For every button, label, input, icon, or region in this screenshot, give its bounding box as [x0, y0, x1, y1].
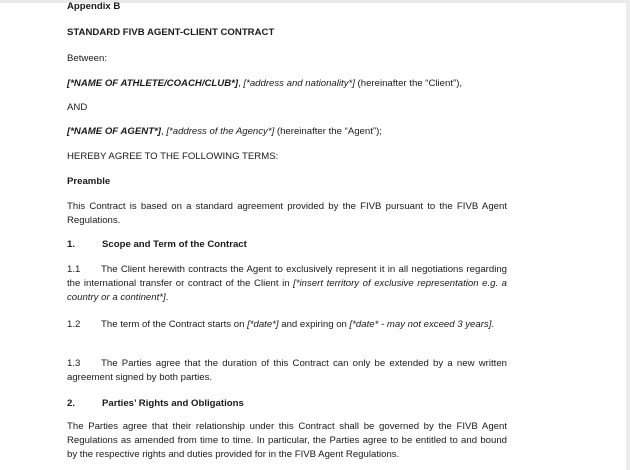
clause-1-2-text-a: The term of the Contract starts on [101, 319, 248, 330]
between-label: Between: [67, 53, 108, 64]
clause-1-2-text-b: and expiring on [278, 319, 350, 330]
hereby-agree-text: HEREBY AGREE TO THE FOLLOWING TERMS: [67, 151, 279, 162]
clause-1-3-number: 1.3 [67, 358, 81, 369]
and-label: AND [67, 102, 88, 113]
agent-hereinafter: (hereinafter the “Agent”); [274, 126, 382, 137]
clause-1-1-text: The Client herewith contracts the Agent to exclusively represent it in all negotiations regarding the international transfer or contract of the Client in [67, 264, 507, 289]
clause-1-2-end: . [491, 319, 495, 330]
preamble-paragraph: This Contract is based on a standard agreement provided by the FIVB pursuant to the FIVB Agent Regulations. [67, 201, 507, 226]
clause-1-2-end-date-placeholder: [*date* - may not exceed 3 years] [349, 319, 492, 330]
section-2-paragraph: The Parties agree that their relationship under this Contract shall be governed by the FIVB Agent Regulations as amended from time to time. In particular, the Parties agree to be entitled to and bound by the respective rights and duties provided for in the FIVB Agent Regulations. [67, 421, 507, 460]
clause-1-1-end: . [165, 292, 169, 303]
agent-address-placeholder: [*address of the Agency*] [166, 126, 275, 137]
agent-party-line [67, 125, 382, 139]
client-party-line [67, 77, 462, 91]
section-2-number: 2. [67, 398, 76, 409]
client-address-placeholder: [*address and nationality*] [243, 78, 355, 89]
appendix-label: Appendix B [67, 1, 121, 12]
preamble-heading: Preamble [67, 176, 111, 187]
clause-1-3-text: The Parties agree that the duration of this Contract can only be extended by a new written agreement signed by both parties. [67, 358, 507, 383]
agent-separator: , [160, 126, 167, 137]
clause-1-2-number: 1.2 [67, 319, 81, 330]
section-1-title: Scope and Term of the Contract [102, 239, 247, 250]
page-edge-right [626, 0, 630, 470]
section-2-heading [67, 397, 244, 411]
client-hereinafter: (hereinafter the “Client”), [354, 78, 463, 89]
client-name-placeholder: [*NAME OF ATHLETE/COACH/CLUB*] [67, 78, 239, 89]
clause-1-3 [67, 357, 507, 385]
contract-title: STANDARD FIVB AGENT-CLIENT CONTRACT [67, 27, 275, 38]
clause-1-1 [67, 263, 507, 305]
section-1-number: 1. [67, 239, 76, 250]
agent-name-placeholder: [*NAME OF AGENT*] [67, 126, 161, 137]
clause-1-1-territory-placeholder: [*insert territory of exclusive representation e.g. a country or a continent*] [67, 278, 508, 303]
clause-1-2-start-date-placeholder: [*date*] [247, 319, 279, 330]
clause-1-2 [67, 318, 507, 332]
client-separator: , [238, 78, 244, 89]
clause-1-1-number: 1.1 [67, 264, 81, 275]
section-1-heading [67, 238, 247, 252]
section-2-title: Parties’ Rights and Obligations [102, 398, 244, 409]
